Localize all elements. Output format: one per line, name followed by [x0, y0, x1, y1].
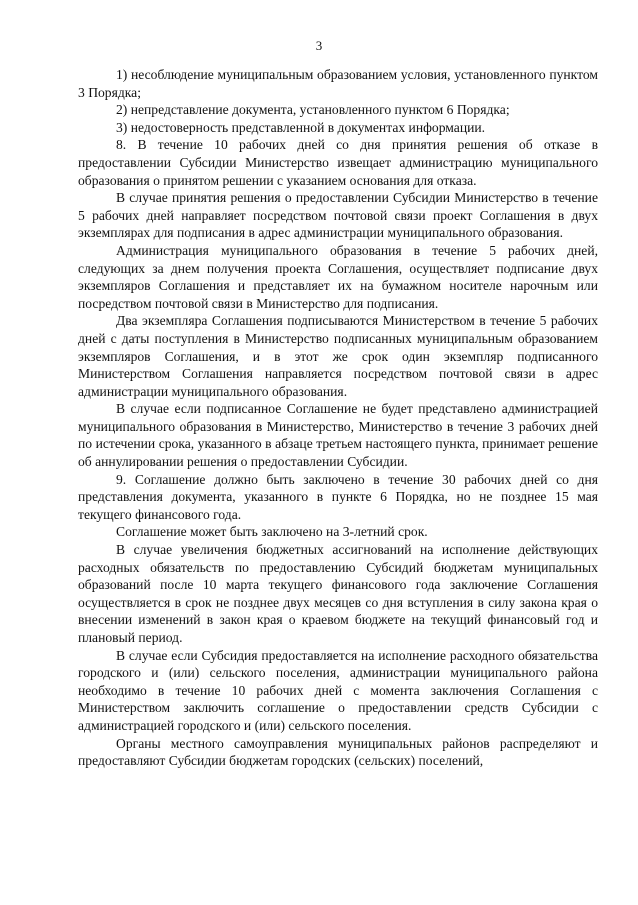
paragraph: В случае увеличения бюджетных ассигнований на исполнение действующих расходных обязательств по предоставлению Субсидий бюджетам муниципальных образований после 10 марта текущего финансового года заключение Соглашения осуществляется в срок не позднее двух месяцев со дня вступления в силу закона края о внесении изменений в закон края о краевом бюджете на текущий финансовый год и плановый период. — [78, 542, 598, 645]
paragraph: 2) непредставление документа, установленного пунктом 6 Порядка; — [116, 102, 510, 118]
paragraph: 8. В течение 10 рабочих дней со дня принятия решения об отказе в предоставлении Субсидии Министерство извещает администрацию муниципального образования о принятом решении с указанием основания для отказа. — [78, 137, 598, 188]
paragraph: Органы местного самоуправления муниципальных районов распределяют и предоставляют Субсидии бюджетам городских (сельских) поселений, — [78, 735, 598, 769]
paragraph: Администрация муниципального образования в течение 5 рабочих дней, следующих за днем получения проекта Соглашения, осуществляет подписание двух экземпляров Соглашения и представляет их на бумажном носителе нарочным или посредством почтовой связи в Министерство для подписания. — [78, 242, 598, 311]
paragraph: 3) недостоверность представленной в документах информации. — [116, 119, 486, 135]
document-body — [78, 66, 598, 770]
paragraph: 9. Соглашение должно быть заключено в течение 30 рабочих дней со дня представления документа, указанного в пункте 6 Порядка, но не позднее 15 мая текущего финансового года. — [78, 471, 598, 522]
paragraph: В случае если подписанное Соглашение не будет представлено администрацией муниципального образования в Министерство, Министерство в течение 3 рабочих дней по истечении срока, указанного в абзаце третьем настоящего пункта, принимает решение об аннулировании решения о предоставлении Субсидии. — [78, 401, 598, 470]
page-number: 3 — [315, 38, 323, 53]
paragraph: Два экземпляра Соглашения подписываются Министерством в течение 5 рабочих дней с даты поступления в Министерство подписанных муниципальным образованием экземпляров Соглашения, и в этот же срок один экземпляр подписанного Министерством Соглашения направляется посредством почтовой связи в адрес администрации муниципального образования. — [78, 313, 598, 399]
paragraph: В случае принятия решения о предоставлении Субсидии Министерство в течение 5 рабочих дней направляет посредством почтовой связи проект Соглашения в двух экземплярах для подписания в адрес администрации муниципального образования. — [78, 190, 598, 241]
paragraph: В случае если Субсидия предоставляется на исполнение расходного обязательства городского и (или) сельского поселения, администрации муниципального района необходимо в течение 10 рабочих дней с момента заключения Соглашения с Министерством заключить соглашение о предоставлении средств Субсидии с администрацией городского и (или) сельского поселения. — [78, 647, 598, 733]
paragraph: 1) несоблюдение муниципальным образованием условия, установленного пунктом 3 Порядка; — [78, 67, 598, 100]
paragraph: Соглашение может быть заключено на 3-летний срок. — [116, 524, 428, 540]
